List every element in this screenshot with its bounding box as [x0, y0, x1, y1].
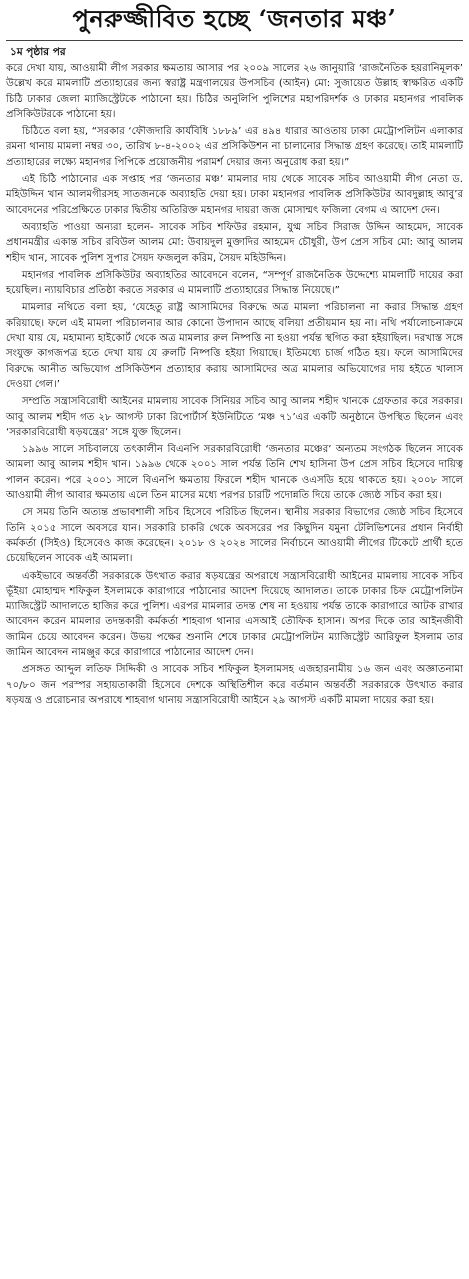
article-paragraph: মহানগর পাবলিক প্রসিকিউটর অব্যাহতির আবেদনে বলেন, “সম্পূর্ণ রাজনৈতিক উদ্দেশ্যে মামলাটি দায়ের করা হয়েছিল। ন্যায়বিচার প্রতিষ্ঠা করতে সরকার এ মামলাটি প্রত্যাহারের সিদ্ধান্ত নিয়েছে।”: [6, 269, 463, 297]
article-paragraph: একইভাবে অন্তর্বর্তী সরকারকে উৎখাত করার ষড়যন্ত্রের অপরাধে সন্ত্রাসবিরোধী আইনের মামলায় সাবেক সচিব ভূঁইয়া মোহাম্মদ শফিকুল ইসলামকে কারাগারে পাঠানোর আদেশ দিয়েছে আদালত। তাকে ঢাকার চিফ মেট্রোপলিটন ম্যাজিস্ট্রেট আদালতে হাজির করে পুলিশ। এরপর মামলার তদন্ত শেষ না হওয়ায় পর্যন্ত তাকে কারাগারে আটক রাখার আবেদন করেন মামলার তদন্তকারী কর্মকর্তা শাহবাগ থানার এসআই তৌফিক হাসান। অপর দিকে তার আইনজীবী জামিন চেয়ে আবেদন করেন। উভয় পক্ষের শুনানি শেষে ঢাকার মেট্রোপলিটন ম্যাজিস্ট্রেট আরিফুল ইসলাম তার জামিন আবেদন নামঞ্জুর করে কারাগারে পাঠানোর আদেশ দেন।: [6, 570, 463, 658]
article-paragraph: এই চিঠি পাঠানোর এক সপ্তাহ পর ‘জনতার মঞ্চ’ মামলার দায় থেকে সাবেক সচিব আওয়ামী লীগ নেতা ড. মহিউদ্দিন খান আলমগীরসহ সাতজনকে অব্যাহতি দেয়া হয়। ঢাকা মহানগর পাবলিক প্রসিকিউটর আবদুল্লাহ আবু’র আবেদনের পরিপ্রেক্ষিতে ঢাকার দ্বিতীয় অতিরিক্ত মহানগর দায়রা জজ মোসাম্মৎ ফজিলা বেগম এ আদেশ দেন।: [6, 174, 463, 216]
article-paragraph: সম্প্রতি সন্ত্রাসবিরোধী আইনের মামলায় সাবেক সিনিয়র সচিব আবু আলম শহীদ খানকে গ্রেফতার করে সরকার। আবু আলম শহীদ গত ২৮ আগস্ট ঢাকা রিপোর্টার্স ইউনিটিতে ‘মঞ্চ ৭১’এর একটি অনুষ্ঠানে উপস্থিত ছিলেন এবং ‘সরকারবিরোধী ষড়যন্ত্রের’ সঙ্গে যুক্ত ছিলেন।: [6, 396, 463, 438]
article-paragraph: করে দেখা যায়, আওয়ামী লীগ সরকার ক্ষমতায় আসার পর ২০০৯ সালের ২৬ জানুয়ারি ‘রাজনৈতিক হয়রানিমূলক’ উল্লেখ করে মামলাটি প্রত্যাহারের জন্য স্বরাষ্ট্র মন্ত্রণালয়ের উপসচিব (আইন) মো: সুজায়েত উল্লাহ স্বাক্ষরিত একটি চিঠি ঢাকার জেলা ম্যাজিস্ট্রেটকে পাঠানো হয়। চিঠির অনুলিপি পুলিশের মহাপরিদর্শক ও ঢাকার মহানগর পাবলিক প্রসিকিউটরকে পাঠানো হয়।: [6, 63, 463, 120]
article-paragraph: ১৯৯৬ সালে সচিবালয়ে তৎকালীন বিএনপি সরকারবিরোধী ‘জনতার মঞ্চের’ অন্যতম সংগঠক ছিলেন সাবেক আমলা আবু আলম শহীদ খান। ১৯৯৬ থেকে ২০০১ সাল পর্যন্ত তিনি শেখ হাসিনা উপ প্রেস সচিব হিসেবে দায়িত্ব পালন করেন। পরে ২০০১ সালে বিএনপি ক্ষমতায় ফিরলে শহীদ খানকে ওএসডি হয়ে থাকতে হয়। ২০০৮ সালে আওয়ামী লীগ আবার ক্ষমতায় এলে তিন মাসের মধ্যে পরপর চারটি পদোন্নতি দিয়ে তাকে জ্যেষ্ঠ সচিব করা হয়।: [6, 444, 463, 502]
article-paragraph: মামলার নথিতে বলা হয়, ‘যেহেতু রাষ্ট্র আসামিদের বিরুদ্ধে অত্র মামলা পরিচালনা না করার সিদ্ধান্ত গ্রহণ করিয়াছে। ফলে এই মামলা পরিচালনার আর কোনো উপাদান আছে বলিয়া প্রতীয়মান হয় না। নথি পর্যালোচনাক্রমে দেখা যায় যে, মহামান্য হাইকোর্ট থেকে অত্র মামলার রুল নিষ্পত্তি না হওয়া পর্যন্ত স্থগিত করা হইয়াছিল। দরখাস্ত সঙ্গে সংযুক্ত কাগজপত্র হতে দেখা যায় যে রুলটি নিষ্পত্তি হইয়া গিয়াছে। ইতিমধ্যে চার্জ গঠিত হয়। ফলে আসামিদের বিরুদ্ধে আনীত অভিযোগ প্রসিকিউশন প্রত্যাহার করায় আসামিদের অত্র মামলার অভিযোগের দায় হইতে খালাস দেওয়া গেল।’: [6, 302, 463, 390]
article-body: [6, 61, 463, 708]
article-headline: পুনরুজ্জীবিত হচ্ছে ‘জনতার মঞ্চ’: [6, 0, 463, 41]
article-paragraph: চিঠিতে বলা হয়, “সরকার ‘ফৌজদারি কার্যবিধি ১৮৮৯’ এর ৪৯৪ ধারার আওতায় ঢাকা মেট্রোপলিটন এলাকার রমনা থানায় মামলা নম্বর ৩০, তারিখ ৮-৪-২০০২ এর প্রসিকিউশন না চালানোর সিদ্ধান্ত গ্রহণ করেছে। তাই মামলাটি প্রত্যাহারের লক্ষ্যে মহানগর পিপিকে প্রয়োজনীয় পরামর্শ দেয়ার জন্য অনুরোধ করা হয়।”: [6, 126, 463, 168]
continued-from-label: ১ম পৃষ্ঠার পর: [10, 46, 66, 58]
article-paragraph: সে সময় তিনি অত্যন্ত প্রভাবশালী সচিব হিসেবে পরিচিত ছিলেন। স্থানীয় সরকার বিভাগের জ্যেষ্ঠ সচিব হিসেবে তিনি ২০১৫ সালে অবসরে যান। সরকারি চাকরি থেকে অবসরের পর কিছুদিন যমুনা টেলিভিশনের প্রধান নির্বাহী কর্মকর্তা (সিইও) হিসেবেও কাজ করেছেন। ২০১৮ ও ২০২৪ সালের নির্বাচনে আওয়ামী লীগের টিকেটে প্রার্থী হতে চেয়েছিলেন সাবেক এই আমলা।: [6, 507, 463, 565]
article-paragraph: অব্যাহতি পাওয়া অন্যরা হলেন- সাবেক সচিব শফিউর রহমান, যুগ্ম সচিব সিরাজ উদ্দিন আহমেদ, সাবেক প্রধানমন্ত্রীর একান্ত সচিব রবিউল আলম মো: উবায়দুল মুক্তাদির আহমেদ চৌধুরী, উপ প্রেস সচিব মো: আবু আলম শহীদ খান, সাবেক পুলিশ সুপার সৈয়দ ফজলুল করিম, সৈয়দ মহিউদ্দিন।: [6, 221, 463, 264]
article-paragraph: প্রসঙ্গত আব্দুল লতিফ সিদ্দিকী ও সাবেক সচিব শফিকুল ইসলামসহ এজহারনামীয় ১৬ জন এবং অজ্ঞাতনামা ৭০/৮০ জন পরস্পর সহায়তাকারী হিসেবে দেশকে অস্থিতিশীল করে বর্তমান অন্তর্বর্তী সরকারকে উৎখাত করার ষড়যন্ত্র ও প্ররোচনার অপরাধে শাহবাগ থানায় সন্ত্রাসবিরোধী আইনে ২৯ আগস্ট একটি মামলা দায়ের করা হয়।: [6, 664, 463, 706]
